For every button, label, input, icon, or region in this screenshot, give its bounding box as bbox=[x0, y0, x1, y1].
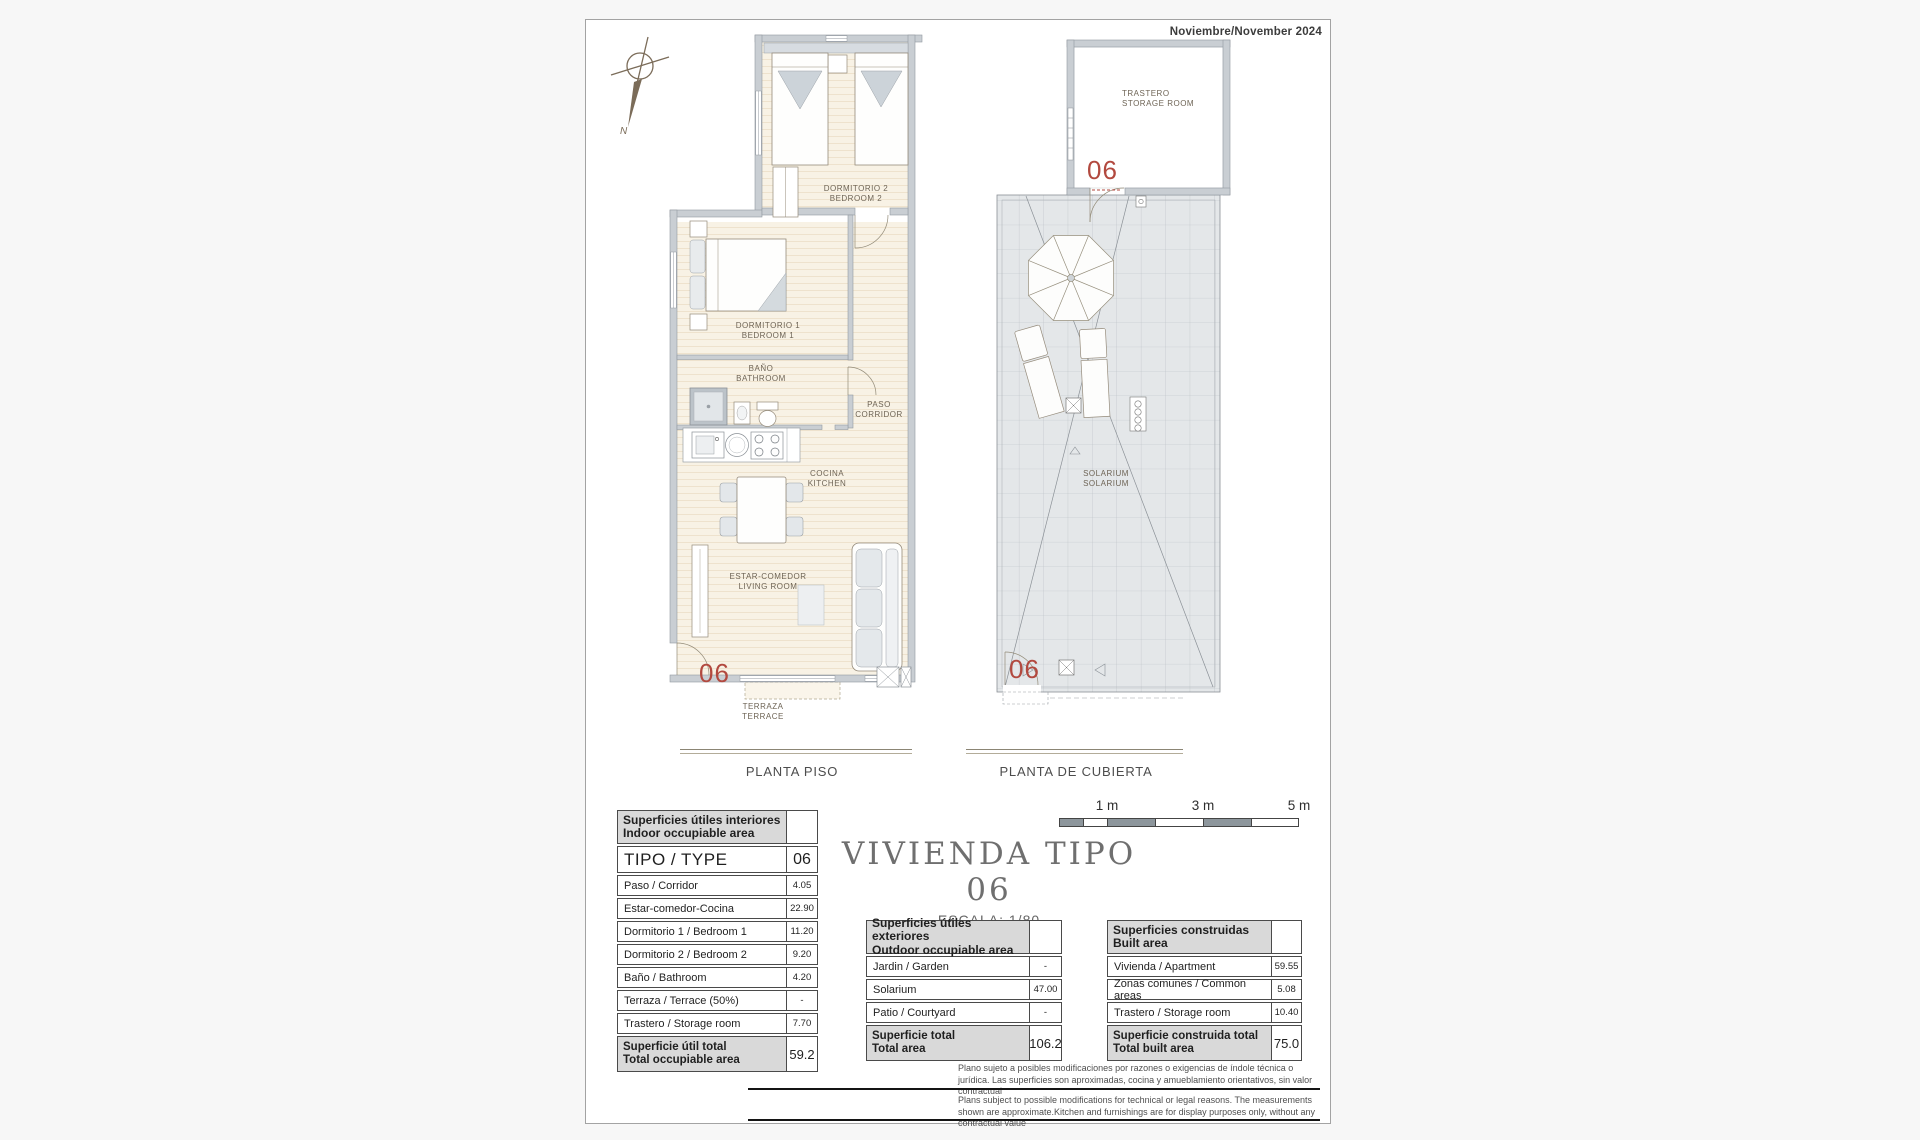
table-row: Vivienda / Apartment 59.55 bbox=[1107, 956, 1302, 977]
scale-label-5m: 5 m bbox=[1287, 798, 1311, 813]
storage-window bbox=[1068, 108, 1073, 160]
kitchen-fixtures bbox=[683, 428, 800, 462]
roof-door-gap bbox=[1003, 685, 1041, 694]
floor-plan-caption: PLANTA PISO bbox=[745, 764, 839, 779]
terrace-label: TERRAZA TERRACE bbox=[742, 702, 784, 721]
table-interior-areas bbox=[617, 810, 818, 1074]
table-total-row: Superficie construida total Total built area 75.0 bbox=[1107, 1025, 1302, 1061]
ground-line-roof bbox=[966, 749, 1183, 754]
utility-shafts bbox=[877, 667, 911, 687]
title-block bbox=[839, 836, 1139, 928]
table-row: Terraza / Terrace (50%) - bbox=[617, 990, 818, 1011]
page-title: VIVIENDA TIPO 06 bbox=[841, 836, 1137, 908]
table-row: Superficies útiles interiores Indoor occupiable area bbox=[617, 810, 818, 844]
roof-plan-caption: PLANTA DE CUBIERTA bbox=[999, 764, 1153, 779]
roof-plan-drawing bbox=[995, 30, 1250, 760]
floor-plan-drawing bbox=[650, 25, 940, 765]
compass-north-label: N bbox=[620, 126, 628, 137]
disclaimer-spanish: Plano sujeto a posibles modificaciones por razones o exigencias de índole técnica o jurídica. Las superficies son aproximadas, cocina y amueblamiento orientativos, sin valor contractual bbox=[958, 1063, 1313, 1096]
corridor-label: PASO CORRIDOR bbox=[855, 400, 903, 419]
disclaimer-divider-top bbox=[748, 1088, 1320, 1090]
table-row: Zonas comunes / Common areas 5.08 bbox=[1107, 979, 1302, 1000]
disclaimer-english: Plans subject to possible modifications for technical or legal reasons. The measurements shown are approximate.Kitchen and furnishings are for display purposes only, without any contractual value bbox=[958, 1095, 1316, 1128]
umbrella bbox=[1029, 236, 1114, 321]
table-row: Superficies útiles exteriores Outdoor occupiable area bbox=[866, 920, 1062, 954]
bedroom2-label: DORMITORIO 2 BEDROOM 2 bbox=[823, 184, 889, 203]
unit-number-floor: 06 bbox=[699, 658, 730, 688]
kitchen-label: COCINA KITCHEN bbox=[807, 469, 847, 488]
solarium-label: SOLARIUM SOLARIUM bbox=[1083, 469, 1129, 488]
table-row: Patio / Courtyard - bbox=[866, 1002, 1062, 1023]
table-row: Solarium 47.00 bbox=[866, 979, 1062, 1000]
disclaimer-divider-bottom bbox=[748, 1119, 1320, 1121]
compass-needle bbox=[628, 79, 642, 127]
unit-number-storage: 06 bbox=[1087, 155, 1118, 185]
table-row: Dormitorio 2 / Bedroom 2 9.20 bbox=[617, 944, 818, 965]
scale-label-3m: 3 m bbox=[1191, 798, 1215, 813]
table-exterior-areas bbox=[866, 915, 1062, 1063]
table-row: Baño / Bathroom 4.20 bbox=[617, 967, 818, 988]
scale-bar-segments bbox=[1059, 818, 1299, 827]
sun-lounger-right bbox=[1079, 328, 1110, 417]
table-row: Superficies construidas Built area bbox=[1107, 920, 1302, 954]
scale-bar bbox=[1059, 798, 1321, 830]
terrace-floor bbox=[745, 682, 840, 699]
living-room-label: ESTAR-COMEDOR LIVING ROOM bbox=[729, 572, 807, 591]
scale-label-1m: 1 m bbox=[1095, 798, 1119, 813]
table-built-areas bbox=[1107, 920, 1302, 1063]
ground-line-floor bbox=[680, 749, 912, 754]
table-total-row: Superficie total Total area 106.2 bbox=[866, 1025, 1062, 1061]
table-row: Trastero / Storage room 7.70 bbox=[617, 1013, 818, 1034]
plan-date: Noviembre/November 2024 bbox=[1169, 26, 1322, 38]
table-row: Paso / Corridor 4.05 bbox=[617, 875, 818, 896]
table-row: Jardin / Garden - bbox=[866, 956, 1062, 977]
table-row: Estar-comedor-Cocina 22.90 bbox=[617, 898, 818, 919]
storage-room-label: TRASTERO STORAGE ROOM bbox=[1122, 89, 1195, 108]
bathroom-label: BAÑO BATHROOM bbox=[736, 364, 786, 383]
table-row: Trastero / Storage room 10.40 bbox=[1107, 1002, 1302, 1023]
unit-number-roof: 06 bbox=[1009, 654, 1040, 684]
table-row: Dormitorio 1 / Bedroom 1 11.20 bbox=[617, 921, 818, 942]
table-row: TIPO / TYPE 06 bbox=[617, 846, 818, 873]
bedroom1-label: DORMITORIO 1 BEDROOM 1 bbox=[735, 321, 801, 340]
table-total-row: Superficie útil total Total occupiable area 59.2 bbox=[617, 1036, 818, 1072]
